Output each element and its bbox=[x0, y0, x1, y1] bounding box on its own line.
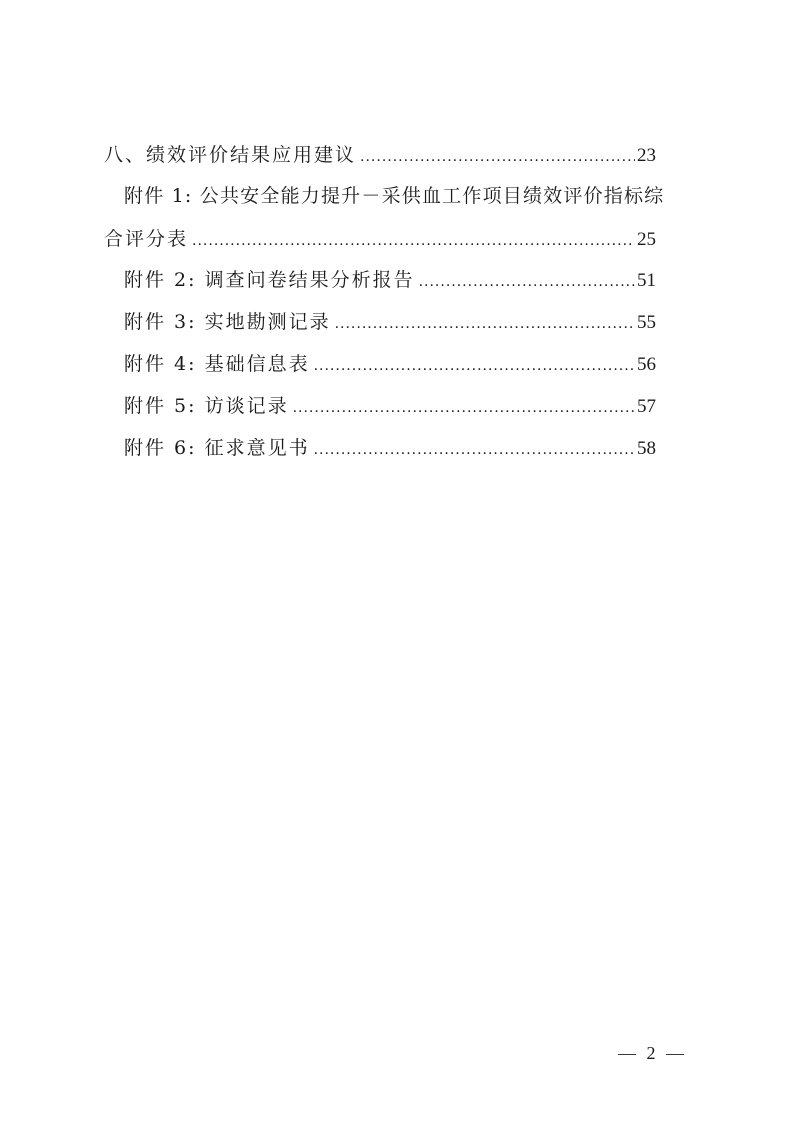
page-number: — 2 — bbox=[618, 1043, 687, 1063]
toc-entry-appendix-6[interactable] bbox=[124, 433, 656, 463]
toc-entry-title: 附件 3: 实地勘测记录 bbox=[124, 311, 331, 333]
toc-entry-title: 附件 1: 公共安全能力提升－采供血工作项目绩效评价指标综 bbox=[124, 185, 665, 207]
toc-entry-page: 23 bbox=[637, 145, 656, 166]
toc-leader-dots bbox=[293, 393, 635, 423]
toc-entry-appendix-1[interactable] bbox=[124, 181, 694, 211]
toc-leader-dots bbox=[314, 435, 635, 465]
toc-entry-page: 58 bbox=[637, 438, 656, 459]
toc-leader-dots bbox=[419, 267, 635, 297]
toc-entry-title: 八、绩效评价结果应用建议 bbox=[104, 144, 357, 166]
toc-entry-page: 57 bbox=[637, 396, 656, 417]
toc-entry-page: 56 bbox=[637, 354, 656, 375]
toc-leader-dots bbox=[360, 142, 635, 172]
toc-entry-page: 55 bbox=[637, 312, 656, 333]
toc-entry-appendix-4[interactable] bbox=[124, 349, 656, 379]
toc-leader-dots bbox=[335, 309, 635, 339]
toc-entry-title: 附件 4: 基础信息表 bbox=[124, 353, 310, 375]
toc-entry-title: 附件 6: 征求意见书 bbox=[124, 437, 310, 459]
toc-entry-appendix-1-continued[interactable] bbox=[104, 224, 656, 254]
toc-entry-appendix-2[interactable] bbox=[124, 265, 656, 295]
toc-entry-title: 附件 2: 调查问卷结果分析报告 bbox=[124, 269, 415, 291]
toc-entry-appendix-5[interactable] bbox=[124, 391, 656, 421]
toc-entry-title: 合评分表 bbox=[104, 228, 189, 250]
toc-entry-page: 25 bbox=[637, 229, 656, 250]
toc-entry-appendix-3[interactable] bbox=[124, 307, 656, 337]
toc-leader-dots bbox=[192, 226, 635, 256]
toc-leader-dots bbox=[314, 351, 635, 381]
toc-entry-section-8[interactable] bbox=[104, 140, 656, 170]
toc-entry-page: 51 bbox=[637, 270, 656, 291]
toc-entry-title: 附件 5: 访谈记录 bbox=[124, 395, 289, 417]
